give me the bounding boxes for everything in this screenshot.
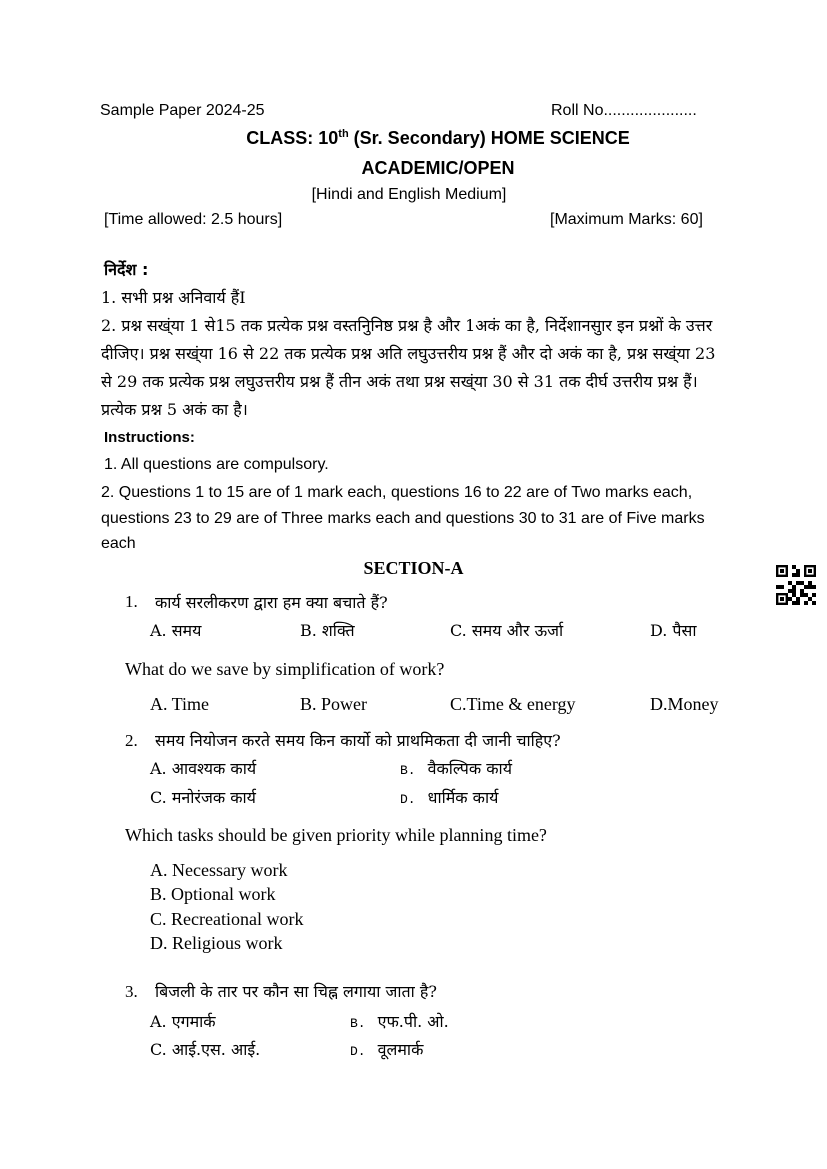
- instructions-heading: Instructions:: [104, 429, 195, 446]
- q2-english-option-b: B. Optional work: [150, 884, 276, 904]
- q2-english-option-a: A. Necessary work: [150, 860, 288, 880]
- q1-english-option-d: D.Money: [650, 694, 719, 714]
- q3-option-a: A. एगमार्क: [150, 1012, 216, 1031]
- q3-option-d: D. वूलमार्क: [350, 1040, 424, 1059]
- q2-option-d: D. धार्मिक कार्य: [400, 788, 499, 807]
- q3-hindi-text: बिजली के तार पर कौन सा चिह्न लगाया जाता है?: [155, 982, 437, 1001]
- q1-hindi-option-c: C. समय और ऊर्जा: [450, 621, 564, 640]
- q1-english-option-c: C.Time & energy: [450, 694, 576, 714]
- q1-english-option-a: A. Time: [150, 694, 210, 714]
- time-allowed: [Time allowed: 2.5 hours]: [104, 211, 283, 228]
- q3-number: 3.: [125, 982, 138, 1001]
- q1-english-option-b: B. Power: [300, 694, 367, 714]
- q2-hindi-text: समय नियोजन करते समय किन कार्यो को प्राथमिकता दी जानी चाहिए?: [155, 731, 561, 750]
- roll-number-field: Roll No.....................: [551, 102, 697, 119]
- instruction-1: 1. All questions are compulsory.: [104, 456, 329, 473]
- q2-option-c: C. मनोरंजक कार्य: [150, 788, 256, 807]
- q3-option-c: C. आई.एस. आई.: [150, 1040, 261, 1059]
- q1-hindi-option-d: D. पैसा: [650, 621, 697, 640]
- q3-option-b: B. एफ.पी. ओ.: [350, 1012, 449, 1031]
- instruction-2: 2. Questions 1 to 15 are of 1 mark each, questions 16 to 22 are of Two marks each, questions 23 to 29 are of Three marks each and questions 30 to 31 are of Five marks each: [101, 484, 705, 552]
- q1-number: 1.: [125, 592, 138, 611]
- section-heading: SECTION-A: [363, 558, 464, 578]
- academic-title: ACADEMIC/OPEN: [361, 158, 515, 178]
- hindi-instruction-2: 2. प्रश्न सख्ंया 1 से15 तक प्रत्येक प्रश्न वस्तनुिनिष्ठ प्रश्न है और 1अकं का है, निर्देशानसुार इन प्रश्नों के उत्तर दीजिए। प्रश्न सख्ंया 16 से 22 तक प्रत्येक प्रश्न अति लघुउत्तरीय प्रश्न हैं और दो अकं का है, प्रश्न सख्ंया 23 से 29 तक प्रत्येक प्रश्न लघुउत्तरीय प्रश्न हैं तीन अकं तथा प्रश्न सख्ंया 30 से 31 तक दीर्घ उत्तरीय प्रश्न हैं। प्रत्येक प्रश्न 5 अकं का है।: [101, 316, 716, 419]
- q2-english-option-c: C. Recreational work: [150, 909, 304, 929]
- maximum-marks: [Maximum Marks: 60]: [550, 211, 703, 228]
- q1-hindi-option-a: A. समय: [150, 621, 202, 640]
- q1-english-text: What do we save by simplification of work?: [125, 659, 445, 679]
- q1-hindi-text: कार्य सरलीकरण द्वारा हम क्या बचाते हैं?: [155, 593, 388, 612]
- q2-english-text: Which tasks should be given priority while planning time?: [125, 825, 547, 845]
- q2-english-option-d: D. Religious work: [150, 933, 283, 953]
- hindi-instruction-1: 1. सभी प्रश्न अनिवार्य हैंI: [101, 288, 246, 307]
- q2-option-a: A. आवश्यक कार्य: [150, 759, 257, 778]
- medium-label: [Hindi and English Medium]: [311, 186, 507, 203]
- q1-hindi-option-b: B. शक्ति: [300, 621, 355, 640]
- hindi-instructions-heading: निर्देश :: [104, 260, 149, 279]
- class-title: CLASS: 10th (Sr. Secondary) HOME SCIENCE: [246, 128, 630, 148]
- q2-option-b: B. वैकल्पिक कार्य: [400, 759, 512, 778]
- sample-paper-label: Sample Paper 2024-25: [100, 102, 265, 119]
- q2-number: 2.: [125, 731, 138, 750]
